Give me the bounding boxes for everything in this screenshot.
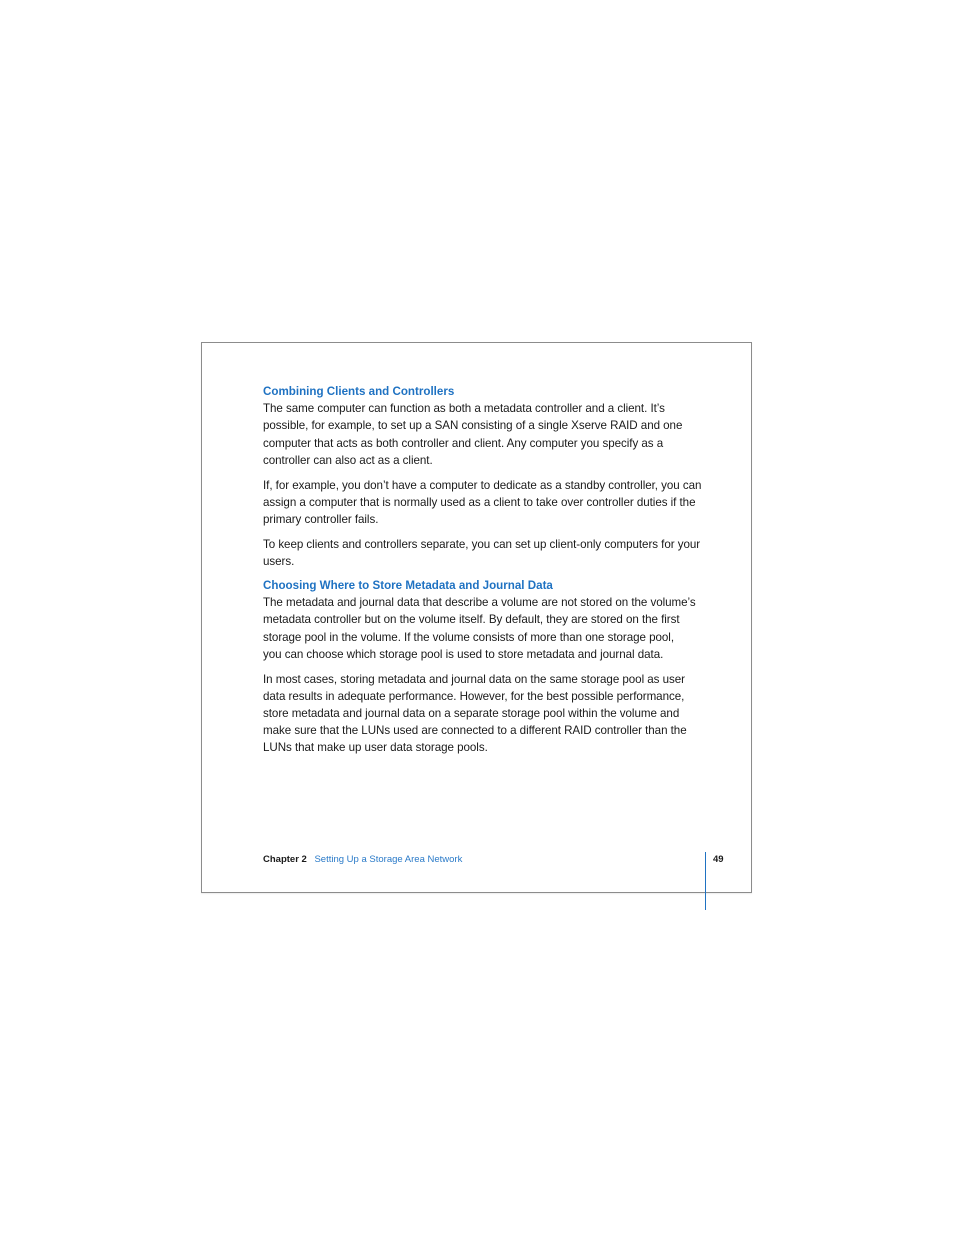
text-line: In most cases, storing metadata and journal data on the same storage pool as user — [263, 672, 685, 686]
text-line: The metadata and journal data that describe a volume are not stored on the volume’s — [263, 596, 696, 610]
text-line: The same computer can function as both a metadata controller and a client. It’s — [263, 402, 665, 416]
page-number-rule — [705, 852, 706, 910]
paragraph — [263, 594, 708, 663]
paragraph — [263, 671, 708, 757]
text-line: you can choose which storage pool is used to store metadata and journal data. — [263, 647, 664, 661]
paragraph — [263, 400, 708, 469]
text-line: store metadata and journal data on a separate storage pool within the volume and — [263, 706, 680, 720]
section-heading: Choosing Where to Store Metadata and Journal Data — [263, 579, 553, 593]
chapter-label: Chapter 2 — [263, 854, 307, 865]
text-line: assign a computer that is normally used as a client to take over controller duties if the — [263, 495, 696, 509]
page-number: 49 — [713, 854, 724, 865]
chapter-title-link[interactable]: Setting Up a Storage Area Network — [314, 854, 463, 865]
text-line: users. — [263, 554, 295, 568]
text-line: data results in adequate performance. However, for the best possible performance, — [263, 689, 685, 703]
text-line: LUNs that make up user data storage pools. — [263, 741, 488, 755]
text-line: make sure that the LUNs used are connected to a different RAID controller than the — [263, 724, 687, 738]
text-line: storage pool in the volume. If the volume consists of more than one storage pool, — [263, 630, 674, 644]
text-line: To keep clients and controllers separate, you can set up client-only computers for your — [263, 537, 701, 551]
text-line: metadata controller but on the volume itself. By default, they are stored on the first — [263, 613, 680, 627]
page-footer — [263, 853, 462, 867]
text-line: primary controller fails. — [263, 512, 379, 526]
text-line: controller can also act as a client. — [263, 453, 433, 467]
text-line: If, for example, you don’t have a computer to dedicate as a standby controller, you can — [263, 478, 702, 492]
paragraph — [263, 536, 708, 570]
paragraph — [263, 477, 708, 529]
text-line: computer that acts as both controller and client. Any computer you specify as a — [263, 436, 664, 450]
section-heading: Combining Clients and Controllers — [263, 385, 455, 398]
page-content — [263, 383, 708, 764]
text-line: possible, for example, to set up a SAN consisting of a single Xserve RAID and one — [263, 419, 683, 433]
